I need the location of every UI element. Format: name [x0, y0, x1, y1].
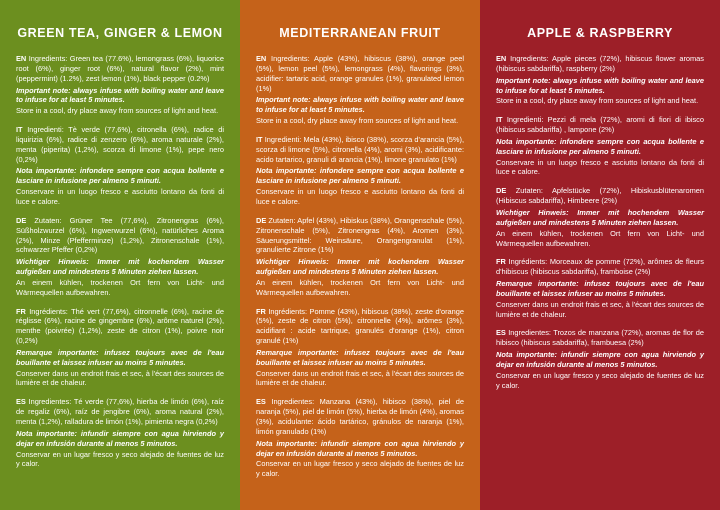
lang-block-de [256, 216, 464, 298]
lang-block-fr [16, 307, 224, 389]
storage-note: Conserver dans un endroit frais et sec, à l'écart des sources de lumière et de chaleur. [496, 299, 704, 319]
lang-code: IT [256, 134, 263, 144]
storage-note: Conservar en un lugar fresco y seco alejado de fuentes de luz y calor. [16, 449, 224, 469]
ingredients-value: Ingredienti: Pezzi di mela (72%), aromi di fiori di ibisco (hibiscus sabdariffa) , lampone (2%) [496, 115, 704, 135]
panel-title: APPLE & RASPBERRY [527, 26, 673, 40]
ingredients-text [16, 125, 224, 164]
brewing-note: Remarque importante: infusez toujours avec de l'eau bouillante et laissez infuser au moins 5 minutes. [496, 279, 704, 298]
ingredients-value: Ingrédients: Pomme (43%), hibiscus (38%), zeste d'orange (5%), zeste de citron (5%), citronnelle (4%), arômes (3%), acidifiant : acide tartrique, granulés d'orange (1%), citron granulé (1%) [256, 306, 464, 346]
lang-code: FR [256, 306, 266, 316]
storage-note: Store in a cool, dry place away from sources of light and heat. [16, 106, 219, 116]
lang-code: FR [16, 306, 26, 316]
lang-block-es [16, 397, 224, 469]
storage-note: Conservare in un luogo fresco e asciutto lontano da fonti di luce e calore. [496, 157, 704, 177]
storage-note: An einem kühlen, trockenen Ort fern von Licht- und Wärmequellen aufbewahren. [256, 277, 464, 297]
ingredients-text [16, 216, 224, 255]
ingredients-text [496, 54, 704, 74]
ingredients-value: Zutaten: Apfelstücke (72%), Hibiskusblütenaromen (Hibiscus sabdariffa), Himbeere (2%) [496, 186, 704, 206]
lang-code: DE [496, 186, 507, 196]
ingredients-text [496, 115, 704, 135]
lang-block-de [496, 186, 704, 248]
storage-note: Conservar en un lugar fresco y seco alejado de fuentes de luz y calor. [256, 459, 464, 479]
ingredients-value: Zutaten: Apfel (43%), Hibiskus (38%), Orangenschale (5%), Zitronenschale (5%), Zitronengras (4%), Aromen (3%), Säuerungsmittel: Weinsäure, Orangengranulat (1%), granulierte Zitrone (1%) [256, 215, 464, 255]
ingredients-value: Ingrédients: Morceaux de pomme (72%), arômes de fleurs d'hibiscus (hibiscus sabdariffa), framboise (2%) [496, 257, 704, 277]
brewing-note: Important note: always infuse with boiling water and leave to infuse for at least 5 minutes. [16, 85, 224, 105]
ingredients-text [16, 307, 224, 346]
brewing-note: Nota importante: infundir siempre con agua hirviendo y dejar en infusión durante al menos 5 minutos. [496, 350, 704, 369]
panel-mediterranean-fruit [240, 0, 480, 510]
lang-block-it [256, 135, 464, 207]
ingredients-value: Ingredienti: Tè verde (77,6%), citronella (6%), radice di liquirizia (6%), radice di zenzero (6%), aroma naturale (2%), menta (piperita) (1,2%), scorza di limone (1%), pepe nero (0,2%) [16, 125, 224, 164]
ingredients-text [496, 257, 704, 277]
ingredients-text [256, 54, 464, 93]
panel-apple-raspberry [480, 0, 720, 510]
storage-note: Conserver dans un endroit frais et sec, à l'écart des sources de lumière et de chaleur. [16, 368, 224, 388]
lang-block-de [16, 216, 224, 298]
lang-block-en [496, 54, 704, 106]
brewing-note: Nota importante: infondere sempre con acqua bollente e lasciare in infusione per almeno 5 minuti. [496, 136, 704, 156]
storage-note: An einem kühlen, trockenen Ort fern von Licht- und Wärmequellen aufbewahren. [16, 277, 224, 297]
lang-block-fr [496, 257, 704, 319]
ingredients-text [256, 307, 464, 346]
ingredients-value: Ingredientes: Trozos de manzana (72%), aromas de flor de hibisco (hibiscus sabdariffa), frambuesa (2%) [496, 328, 704, 348]
lang-code: ES [16, 397, 26, 407]
storage-note: Store in a cool, dry place away from sources of light and heat. [496, 96, 699, 106]
storage-note: Conservare in un luogo fresco e asciutto lontano da fonti di luce e calore. [256, 187, 464, 206]
lang-code: IT [16, 125, 23, 135]
ingredients-value: Ingrédients: Thé vert (77,6%), citronnelle (6%), racine de réglisse (6%), racine de gingembre (6%), arôme naturel (2%), menthe (poivrée) (1,2%), zeste de citron (1%), poivre noir (0,2%) [16, 306, 224, 346]
storage-note: Conserver dans un endroit frais et sec, à l'écart des sources de lumière et de chaleur. [256, 368, 464, 388]
lang-block-it [16, 125, 224, 207]
ingredients-text [256, 397, 464, 436]
lang-block-en [256, 54, 464, 126]
brewing-note: Wichtiger Hinweis: Immer mit hochendem Wasser aufgießen und mindestens 5 Minuten ziehen lassen. [496, 207, 704, 227]
panel-title: GREEN TEA, GINGER & LEMON [17, 26, 223, 40]
lang-code: ES [496, 328, 506, 338]
lang-block-en [16, 54, 224, 116]
lang-code: EN [256, 54, 267, 63]
storage-note: An einem kühlen, trockenen Ort fern von Licht- und Wärmequellen aufbewahren. [496, 228, 704, 248]
ingredients-value: Ingredienti: Mela (43%), ibisco (38%), scorza d'arancia (5%), scorza di limone (5%), citronella (4%), aromi (3%), acidificante: acido tartarico, granuli di arancia (1%), limone granulato (1%) [256, 134, 464, 164]
ingredients-text [256, 216, 464, 255]
panel-title: MEDITERRANEAN FRUIT [279, 26, 441, 40]
brewing-note: Important note: always infuse with boiling water and leave to infuse for at least 5 minutes. [496, 75, 704, 95]
ingredients-value: Ingredientes: Té verde (77,6%), hierba de limón (6%), raíz de regaliz (6%), raíz de jengibre (6%), aroma natural (2%), menta (1,2%), ralladura de limón (1%), pimienta negra (0,2%) [16, 397, 224, 426]
ingredients-text [496, 328, 704, 348]
brewing-note: Wichtiger Hinweis: Immer mit kochendem Wasser aufgießen und mindestens 5 Minuten ziehen lassen. [256, 257, 464, 277]
lang-block-es [496, 328, 704, 390]
ingredients-text [16, 397, 224, 427]
lang-code: EN [496, 54, 507, 63]
brewing-note: Nota importante: infondere sempre con acqua bollente e lasciare in infusione per almeno 5 minuti. [16, 166, 224, 186]
lang-code: IT [496, 115, 503, 125]
ingredients-value: Ingredients: Apple pieces (72%), hibiscus flower aromas (hibiscus sabdariffa), raspberry (2%) [496, 54, 704, 73]
brewing-note: Remarque importante: infusez toujours avec de l'eau bouillante et laissez infuser au moins 5 minutes. [16, 347, 224, 367]
storage-note: Store in a cool, dry place away from sources of light and heat. [256, 116, 459, 126]
lang-code: DE [256, 215, 267, 225]
ingredients-text [496, 186, 704, 206]
lang-block-es [256, 397, 464, 479]
lang-code: ES [256, 397, 266, 407]
panel-green-tea-ginger-lemon [0, 0, 240, 510]
storage-note: Conservare in un luogo fresco e asciutto lontano da fonti di luce e calore. [16, 187, 224, 206]
brewing-note: Nota importante: infundir siempre con agua hirviendo y dejar en infusión durante al menos 5 minutos. [256, 438, 464, 458]
brewing-note: Wichtiger Hinweis: Immer mit kochendem Wasser aufgießen und mindestens 5 Minuten ziehen lassen. [16, 257, 224, 277]
ingredients-text [16, 54, 224, 84]
ingredients-value: Ingredients: Apple (43%), hibiscus (38%), orange peel (5%), lemon peel (5%), lemongrass (4%), flavorings (3%), acidifier: tartaric acid, orange granules (1%), granulated lemon (1%) [256, 54, 464, 93]
lang-block-it [496, 115, 704, 177]
lang-code: EN [16, 54, 27, 63]
ingredients-value: Zutaten: Grüner Tee (77,6%), Zitronengras (6%), Süßholzwurzel (6%), Ingwerwurzel (6%), natürliches Aroma (2%), Minze (Pfefferminze) (1,2%), Zitronenschale (1%), schwarzer Pfeffer (0,2%) [16, 215, 224, 255]
lang-code: FR [496, 257, 506, 267]
ingredients-value: Ingredientes: Manzana (43%), hibisco (38%), piel de naranja (5%), piel de limón (5%), hierba de limón (4%), aromas (3%), acidulante: ácido tartárico, gránulos de naranja (1%), limón granulado (1%) [256, 397, 464, 436]
brewing-note: Important note: always infuse with boiling water and leave to infuse for at least 5 minutes. [256, 95, 464, 115]
brewing-note: Nota importante: infondere sempre con acqua bollente e lasciare in infusione per almeno 5 minuti. [256, 166, 464, 186]
lang-code: DE [16, 215, 27, 225]
storage-note: Conservar en un lugar fresco y seco alejado de fuentes de luz y calor. [496, 370, 704, 390]
brewing-note: Remarque importante: infusez toujours avec de l'eau bouillante et laissez infuser au moins 5 minutes. [256, 347, 464, 367]
ingredients-value: Ingredients: Green tea (77.6%), lemongrass (6%), liquorice root (6%), ginger root (6%), natural flavor (2%), mint (peppermint) (1.2%), zest lemon (1%), black pepper (0.2%) [16, 54, 224, 83]
lang-block-fr [256, 307, 464, 389]
brewing-note: Nota importante: infundir siempre con agua hirviendo y dejar en infusión durante al menos 5 minutos. [16, 428, 224, 448]
ingredients-text [256, 135, 464, 165]
